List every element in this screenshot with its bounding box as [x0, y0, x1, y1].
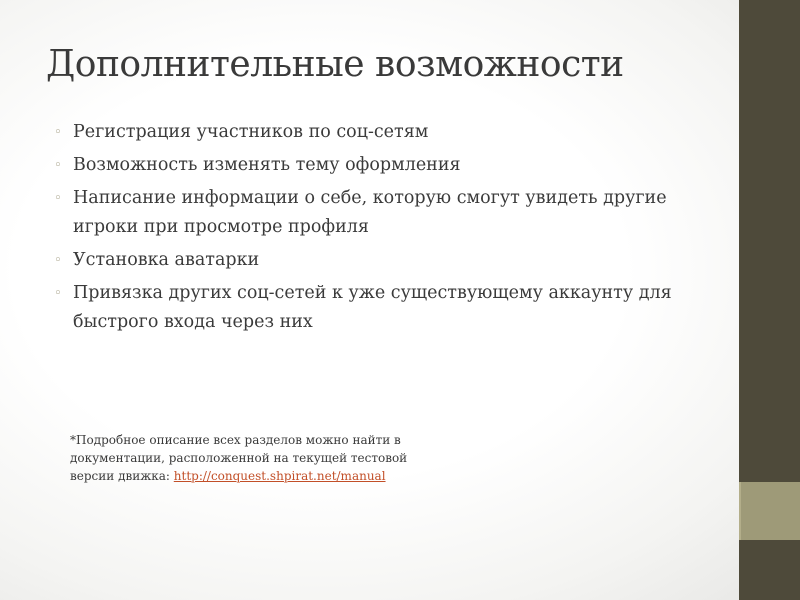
- bullet-text: Написание информации о себе, которую смогут увидеть другие игроки при просмотре профиля: [73, 188, 667, 237]
- bullet-text: Привязка других соц-сетей к уже существующему аккаунту для быстрого входа через них: [73, 283, 672, 332]
- bullet-item: [54, 279, 724, 337]
- footnote: [70, 431, 450, 485]
- footnote-line-2: документации, расположенной на текущей тестовой: [70, 451, 408, 465]
- decorative-sidebar-accent: [739, 482, 800, 540]
- bullet-marker-icon: ◦: [54, 191, 62, 206]
- bullet-marker-icon: ◦: [54, 158, 62, 173]
- slide-title: Дополнительные возможности: [46, 44, 624, 85]
- bullet-text: Установка аватарки: [73, 250, 260, 270]
- bullet-marker-icon: ◦: [54, 125, 62, 140]
- bullet-item: [54, 184, 724, 242]
- footnote-line-3: [70, 467, 450, 485]
- bullet-item: [54, 118, 724, 147]
- bullet-text: Регистрация участников по соц-сетям: [73, 122, 429, 142]
- bullet-list: [54, 118, 724, 341]
- footnote-line-3-prefix: версии движка:: [70, 469, 174, 483]
- bullet-marker-icon: ◦: [54, 253, 62, 268]
- decorative-sidebar-accent-edge: [739, 482, 741, 540]
- bullet-item: [54, 151, 724, 180]
- footnote-line-1: *Подробное описание всех разделов можно найти в: [70, 433, 401, 447]
- bullet-text: Возможность изменять тему оформления: [73, 155, 461, 175]
- bullet-marker-icon: ◦: [54, 286, 62, 301]
- manual-link[interactable]: http://conquest.shpirat.net/manual: [173, 469, 386, 483]
- bullet-item: [54, 246, 724, 275]
